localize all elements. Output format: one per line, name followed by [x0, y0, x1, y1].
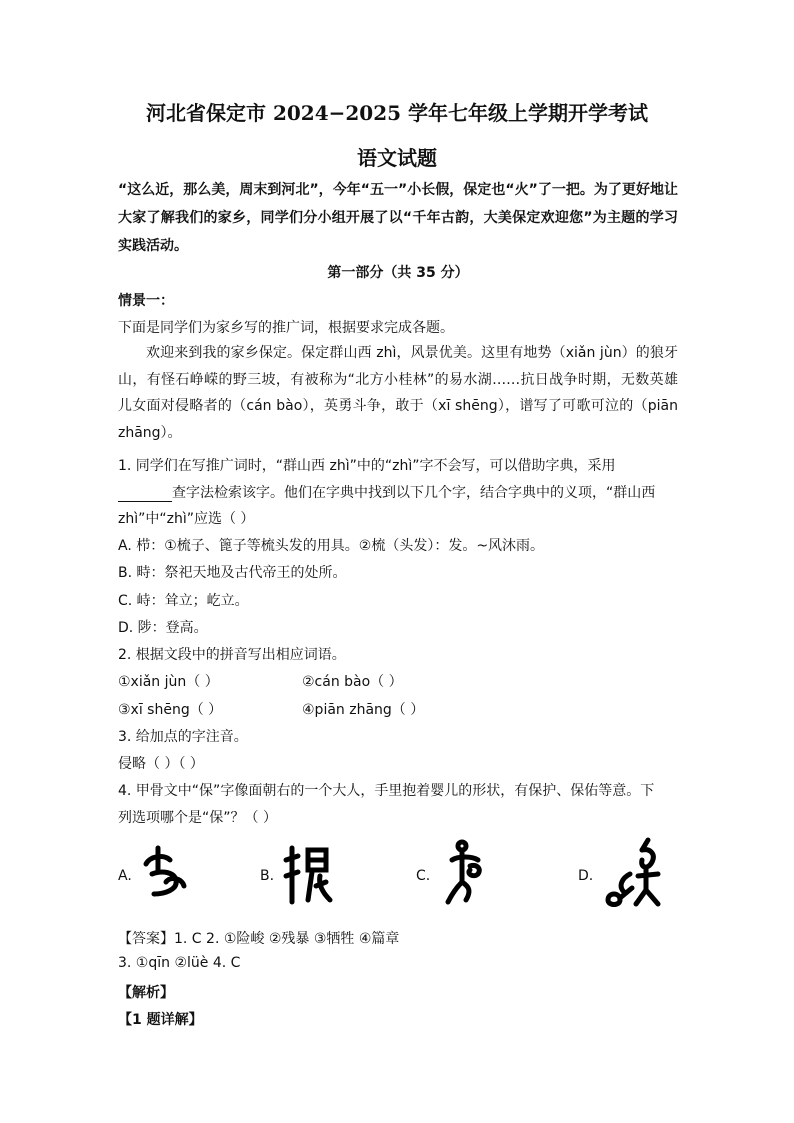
oracle-glyph-a-image	[140, 842, 190, 904]
q1-stem-line1: 1. 同学们在写推广词时，“群山西 zhì”中的“zhì”字不会写，可以借助字典，采用	[118, 458, 616, 474]
q2-item-2: ②cán bào（ ）	[302, 674, 403, 690]
q2-stem: 2. 根据文段中的拼音写出相应词语。	[118, 647, 346, 663]
exam-title: 河北省保定市 2024−2025 学年七年级上学期开学考试	[145, 101, 648, 125]
q1-stem-line3: zhì”中“zhì”应选（ ）	[118, 511, 255, 527]
section-heading: 第一部分（共 35 分）	[327, 265, 469, 281]
answer-line-2: 3. ①qīn ②lüè 4. C	[118, 955, 241, 971]
q3-stem: 3. 给加点的字注音。	[118, 729, 248, 745]
q1-option-d: D. 陟：登高。	[118, 620, 208, 636]
q1-option-b: B. 畤：祭祀天地及古代帝王的处所。	[118, 565, 347, 581]
q2-item-3: ③xī shēng（ ）	[118, 702, 223, 718]
q4-option-c-label: C.	[416, 868, 431, 884]
q1-option-c: C. 峙：耸立；屹立。	[118, 593, 249, 609]
q1-stem-line2-text: 查字法检索该字。他们在字典中找到以下几个字，结合字典中的义项，“群山西	[172, 485, 656, 501]
analysis-label: 【解析】	[118, 985, 174, 1001]
intro-paragraph: “这么近，那么美，周末到河北”，今年“五一”小长假，保定也“火”了一把。为了更好地让大家了解我们的家乡，同学们分小组开展了以“千年古韵，大美保定欢迎您”为主题的学习实践活动。	[118, 182, 678, 254]
passage-paragraph: 欢迎来到我的家乡保定。保定群山西 zhì，风景优美。这里有地势（xiǎn jùn）的狼牙山，有怪石峥嵘的野三坡，有被称为“北方小桂林”的易水湖……抗日战争时期，无数英雄儿女面对侵略者的（cán bào），英勇斗争，敢于（xī shēng），谱写了可歌可泣的（piān zhāng）。	[118, 345, 678, 441]
q4-option-b-label: B.	[260, 868, 275, 884]
scene-instruction: 下面是同学们为家乡写的推广词，根据要求完成各题。	[118, 320, 454, 336]
q4-option-d-label: D.	[578, 868, 594, 884]
scene-label: 情景一：	[118, 293, 174, 309]
q1-option-a: A. 栉：①梳子、篦子等梳头发的用具。②梳（头发）：发。~风沐雨。	[118, 538, 545, 554]
q2-item-1: ①xiǎn jùn（ ）	[118, 674, 219, 690]
answer-line-1: 【答案】1. C 2. ①险峻 ②残暴 ③牺牲 ④篇章	[118, 931, 400, 947]
answer-blank	[118, 487, 172, 502]
oracle-glyph-d-image	[602, 834, 666, 912]
q4-stem-line1: 4. 甲骨文中“保”字像面朝右的一个大人，手里抱着婴儿的形状，有保护、保佑等意。下	[118, 783, 655, 799]
q2-item-4: ④piān zhāng（ ）	[302, 702, 425, 718]
q3-item: 侵略（ ）（ ）	[118, 756, 204, 772]
q4-option-a-label: A.	[118, 868, 132, 884]
oracle-glyph-c-image	[442, 838, 488, 908]
q1-detail-label: 【1 题详解】	[118, 1012, 203, 1028]
exam-subtitle: 语文试题	[357, 146, 437, 170]
oracle-glyph-b-image	[282, 842, 334, 908]
q4-stem-line2: 列选项哪个是“保”？（ ）	[118, 810, 277, 826]
q1-stem-line2	[118, 482, 678, 502]
